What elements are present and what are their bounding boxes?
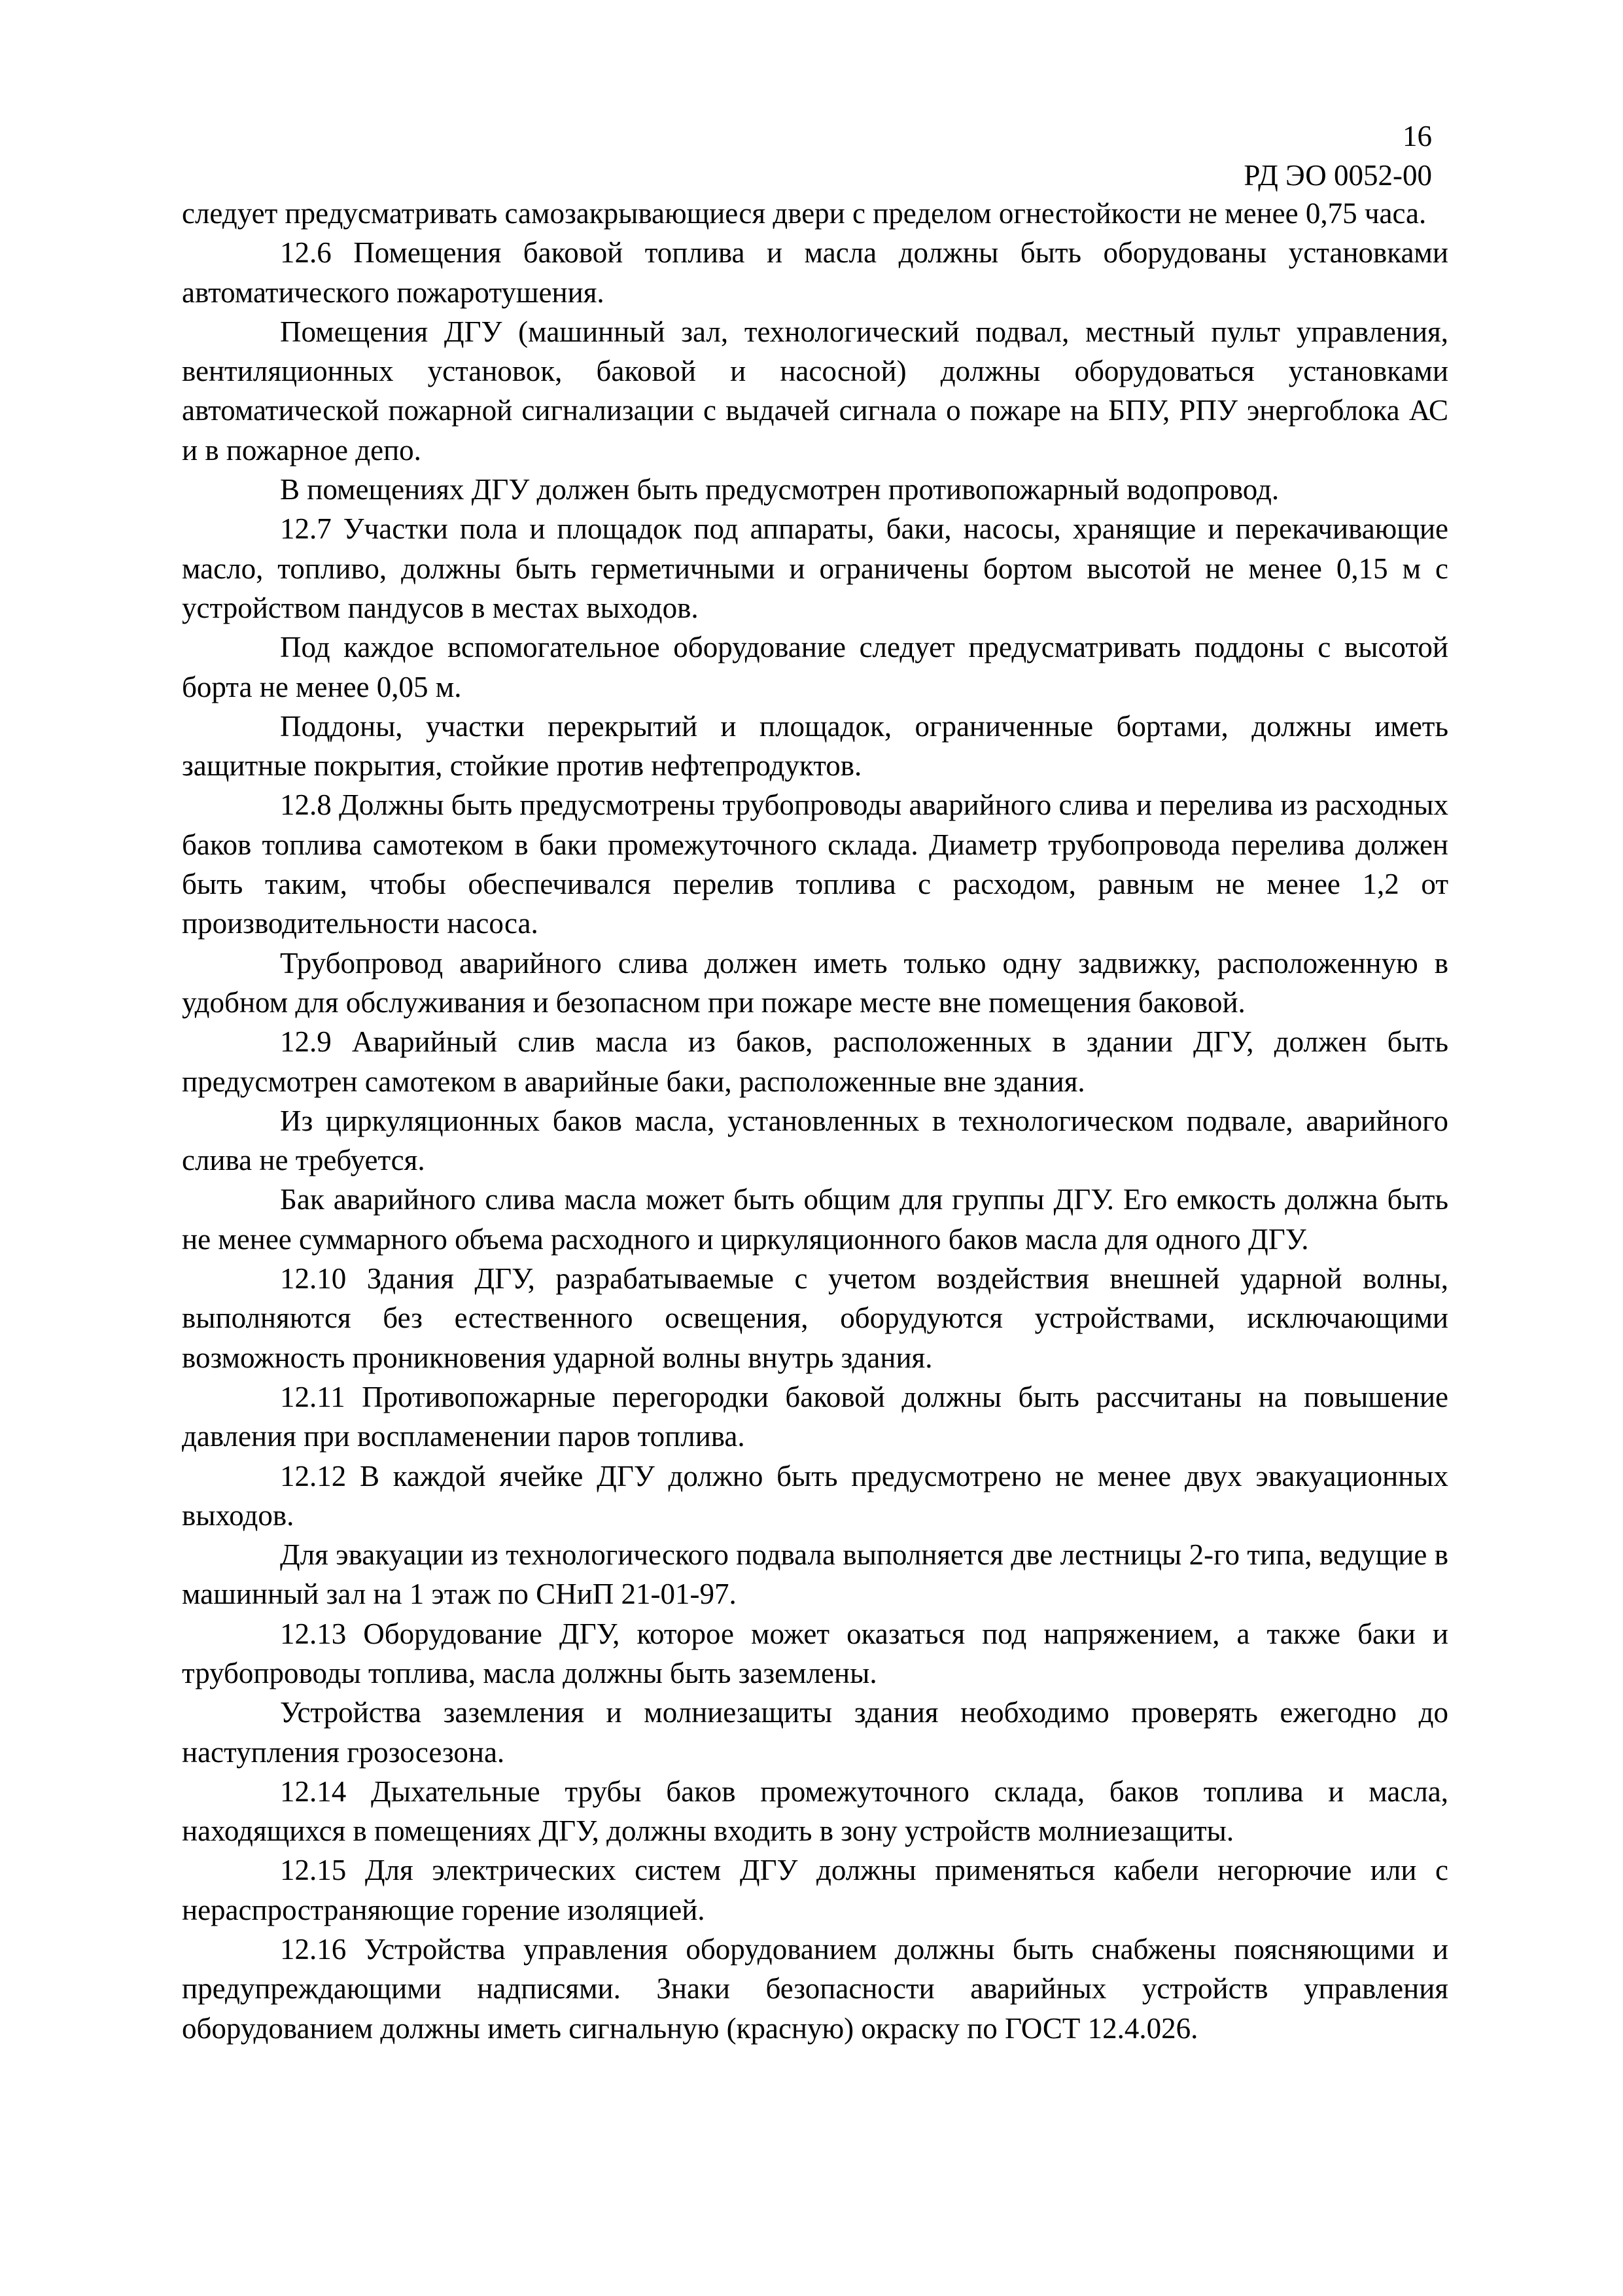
paragraph: В помещениях ДГУ должен быть предусмотрен противопожарный водопровод. bbox=[280, 473, 1280, 506]
paragraph: 12.14 Дыхательные трубы баков промежуточного склада, баков топлива и масла, находящихся в помещениях ДГУ, должны входить в зону устройств молниезащиты. bbox=[182, 1775, 1448, 1848]
paragraph: Бак аварийного слива масла может быть общим для группы ДГУ. Его емкость должна быть не менее суммарного объема расходного и циркуляционного баков масла для одного ДГУ. bbox=[182, 1183, 1448, 1256]
paragraph: 12.15 Для электрических систем ДГУ должны применяться кабели негорючие или с нераспространяющие горение изоляцией. bbox=[182, 1854, 1448, 1926]
document-code: РД ЭО 0052-00 bbox=[1244, 159, 1432, 192]
paragraph: 12.16 Устройства управления оборудованием должны быть снабжены поясняющими и предупреждающими надписями. Знаки безопасности аварийных устройств управления оборудованием должны иметь сигнальную (красную) окраску по ГОСТ 12.4.026. bbox=[182, 1933, 1448, 2045]
paragraph: 12.7 Участки пола и площадок под аппараты, баки, насосы, хранящие и перекачивающие масло, топливо, должны быть герметичными и ограничены бортом высотой не менее 0,15 м с устройством пандусов в местах выходов. bbox=[182, 512, 1448, 624]
paragraph: 12.11 Противопожарные перегородки баковой должны быть рассчитаны на повышение давления при воспламенении паров топлива. bbox=[182, 1380, 1448, 1453]
paragraph: Трубопровод аварийного слива должен иметь только одну задвижку, расположенную в удобном для обслуживания и безопасном при пожаре месте вне помещения баковой. bbox=[182, 946, 1448, 1019]
paragraph: 12.6 Помещения баковой топлива и масла должны быть оборудованы установками автоматического пожаротушения. bbox=[182, 236, 1448, 309]
paragraph: Помещения ДГУ (машинный зал, технологический подвал, местный пульт управления, вентиляционных установок, баковой и насосной) должны оборудоваться установками автоматической пожарной сигнализации с выдачей сигнала о пожаре на БПУ, РПУ энергоблока АС и в пожарное депо. bbox=[182, 315, 1448, 467]
paragraph: Устройства заземления и молниезащиты здания необходимо проверять ежегодно до наступления грозосезона. bbox=[182, 1696, 1448, 1769]
paragraph: Из циркуляционных баков масла, установленных в технологическом подвале, аварийного слива не требуется. bbox=[182, 1104, 1448, 1177]
paragraph: Для эвакуации из технологического подвала выполняется две лестницы 2-го типа, ведущие в машинный зал на 1 этаж по СНиП 21-01-97. bbox=[182, 1538, 1448, 1611]
paragraph: 12.12 В каждой ячейке ДГУ должно быть предусмотрено не менее двух эвакуационных выходов. bbox=[182, 1459, 1448, 1532]
paragraph: 12.9 Аварийный слив масла из баков, расположенных в здании ДГУ, должен быть предусмотрен самотеком в аварийные баки, расположенные вне здания. bbox=[182, 1025, 1448, 1098]
paragraph: следует предусматривать самозакрывающиеся двери с пределом огнестойкости не менее 0,75 часа. bbox=[182, 197, 1427, 230]
paragraph: 12.8 Должны быть предусмотрены трубопроводы аварийного слива и перелива из расходных баков топлива самотеком в баки промежуточного склада. Диаметр трубопровода перелива должен быть таким, чтобы обеспечивался перелив топлива с расходом, равным не менее 1,2 от производительности насоса. bbox=[182, 788, 1448, 940]
paragraph: Под каждое вспомогательное оборудование следует предусматривать поддоны с высотой борта не менее 0,05 м. bbox=[182, 631, 1448, 703]
paragraph: 12.13 Оборудование ДГУ, которое может оказаться под напряжением, а также баки и трубопроводы топлива, масла должны быть заземлены. bbox=[182, 1617, 1448, 1689]
paragraph: Поддоны, участки перекрытий и площадок, ограниченные бортами, должны иметь защитные покрытия, стойкие против нефтепродуктов. bbox=[182, 709, 1448, 783]
body-text bbox=[182, 194, 1448, 2048]
paragraph: 12.10 Здания ДГУ, разрабатываемые с учетом воздействия внешней ударной волны, выполняются без естественного освещения, оборудуются устройствами, исключающими возможность проникновения ударной волны внутрь здания. bbox=[182, 1262, 1448, 1374]
page-number: 16 bbox=[1403, 120, 1432, 152]
page-header bbox=[1244, 116, 1432, 195]
